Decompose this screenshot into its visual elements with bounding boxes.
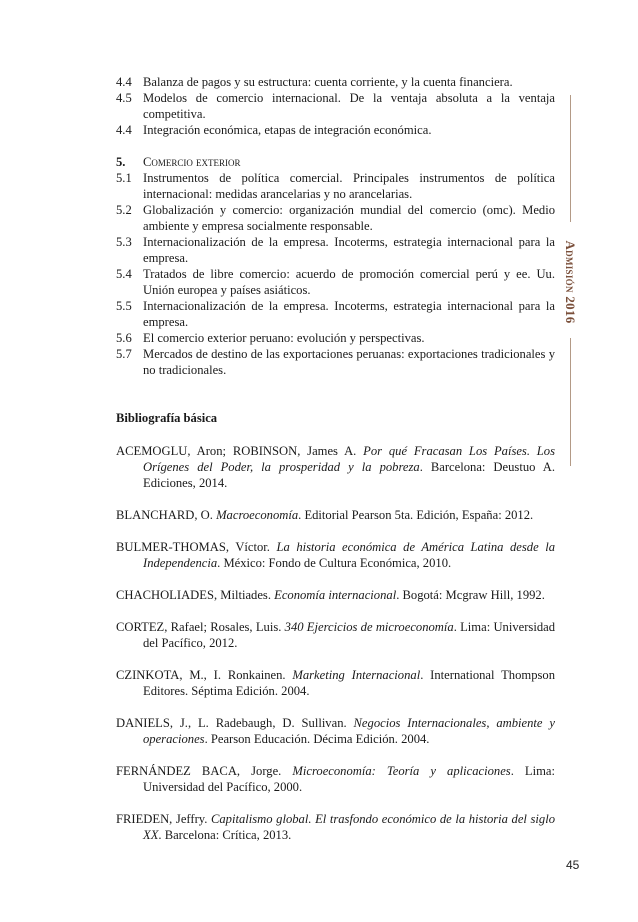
bibliography-list	[116, 443, 555, 843]
section-item-number: 5.3	[116, 235, 132, 249]
toc-item	[116, 90, 555, 122]
bib-author: DANIELS, J., L. Radebaugh, D. Sullivan.	[116, 716, 354, 730]
bib-publication: . Barcelona: Deustuo A. Ediciones, 2014.	[143, 460, 555, 490]
bibliography-entry	[116, 715, 555, 747]
section-item-text: Instrumentos de política comercial. Principales instrumentos de política internacional: medidas arancelarias y no arancelarias.	[143, 171, 555, 201]
page-content	[116, 74, 555, 859]
bib-title: Microeconomía: Teoría y aplicaciones	[292, 764, 511, 778]
bib-title: Marketing Internacional	[292, 668, 421, 682]
toc-item-text: Balanza de pagos y su estructura: cuenta corriente, y la cuenta financiera.	[143, 75, 513, 89]
section-item-text: Internacionalización de la empresa. Incoterms, estrategia internacional para la empresa.	[143, 235, 555, 265]
sidebar-rule-top	[570, 95, 571, 222]
bib-author: FERNÁNDEZ BACA, Jorge.	[116, 764, 293, 778]
section-item-text: Tratados de libre comercio: acuerdo de promoción comercial perú y ee. Uu. Unión europea y países asiáticos.	[143, 267, 555, 297]
bibliography-heading: Bibliografía básica	[116, 411, 218, 425]
bib-title: 340 Ejercicios de microeconomía	[284, 620, 454, 634]
bibliography-entry	[116, 763, 555, 795]
section-item-number: 5.6	[116, 331, 132, 345]
section-item-list	[116, 170, 555, 378]
section-item-number: 5.7	[116, 347, 132, 361]
bib-title: La historia económica de América Latina desde la Independencia	[143, 540, 555, 570]
section-item	[116, 330, 555, 346]
section-item-number: 5.4	[116, 267, 132, 281]
sidebar-rule-bottom	[570, 338, 571, 466]
section-title: Comercio exterior	[143, 155, 241, 169]
bibliography-entry	[116, 667, 555, 699]
section-item	[116, 202, 555, 234]
bib-author: BLANCHARD, O.	[116, 508, 217, 522]
bib-title: Por qué Fracasan Los Países. Los Orígenes del Poder, la prosperidad y la pobreza	[143, 444, 555, 474]
bib-publication: . Pearson Educación. Décima Edición. 2004.	[204, 732, 430, 746]
toc-item-number: 4.5	[116, 91, 132, 105]
toc-list	[116, 74, 555, 138]
section-number: 5.	[116, 155, 126, 169]
section-heading	[116, 154, 555, 170]
section-item	[116, 170, 555, 202]
toc-item-text: Modelos de comercio internacional. De la ventaja absoluta a la ventaja competitiva.	[143, 91, 555, 121]
section-item	[116, 234, 555, 266]
sidebar-admission-label: Admisión 2016	[563, 240, 578, 324]
bib-author: FRIEDEN, Jeffry.	[116, 812, 211, 826]
section-item	[116, 266, 555, 298]
section-item-text: Mercados de destino de las exportaciones peruanas: exportaciones tradicionales y no tradicionales.	[143, 347, 555, 377]
toc-item	[116, 122, 555, 138]
bib-publication: . Editorial Pearson 5ta. Edición, España: 2012.	[298, 508, 534, 522]
bib-title: Economía internacional	[274, 588, 397, 602]
bib-author: BULMER-THOMAS, Víctor.	[116, 540, 277, 554]
section-item-number: 5.1	[116, 171, 132, 185]
bibliography-entry	[116, 507, 555, 523]
bib-publication: . International Thompson Editores. Séptima Edición. 2004.	[143, 668, 555, 698]
bib-publication: . México: Fondo de Cultura Económica, 2010.	[217, 556, 452, 570]
bib-publication: . Lima: Universidad del Pacífico, 2000.	[143, 764, 556, 794]
toc-item	[116, 74, 555, 90]
bibliography-entry	[116, 619, 555, 651]
section-item	[116, 298, 555, 330]
bibliography-entry	[116, 539, 555, 571]
bib-publication: . Lima: Universidad del Pacífico, 2012.	[143, 620, 556, 650]
page-number: 45	[566, 858, 580, 872]
bib-title: Capitalismo global. El trasfondo económico de la historia del siglo XX	[143, 812, 555, 842]
section-item-text: Globalización y comercio: organización mundial del comercio (omc). Medio ambiente y empresa socialmente responsable.	[143, 203, 555, 233]
bib-author: ACEMOGLU, Aron; ROBINSON, James A.	[116, 444, 364, 458]
bib-publication: . Barcelona: Crítica, 2013.	[158, 828, 292, 842]
bibliography-entry	[116, 811, 555, 843]
section-item-number: 5.2	[116, 203, 132, 217]
bib-author: CHACHOLIADES, Miltiades.	[116, 588, 275, 602]
bibliography-entry	[116, 443, 555, 491]
toc-item-text: Integración económica, etapas de integración económica.	[143, 123, 432, 137]
bib-title: Macroeconomía	[216, 508, 299, 522]
bib-author: CZINKOTA, M., I. Ronkainen.	[116, 668, 293, 682]
bib-publication: . Bogotá: Mcgraw Hill, 1992.	[396, 588, 545, 602]
toc-item-number: 4.4	[116, 75, 132, 89]
bib-author: CORTEZ, Rafael; Rosales, Luis.	[116, 620, 285, 634]
section-item-text: Internacionalización de la empresa. Incoterms, estrategia internacional para la empresa.	[143, 299, 555, 329]
section-item-number: 5.5	[116, 299, 132, 313]
bibliography-entry	[116, 587, 555, 603]
section-item-text: El comercio exterior peruano: evolución y perspectivas.	[143, 331, 425, 345]
toc-item-number: 4.4	[116, 123, 132, 137]
bib-title: Negocios Internacionales, ambiente y operaciones	[143, 716, 555, 746]
section-item	[116, 346, 555, 378]
